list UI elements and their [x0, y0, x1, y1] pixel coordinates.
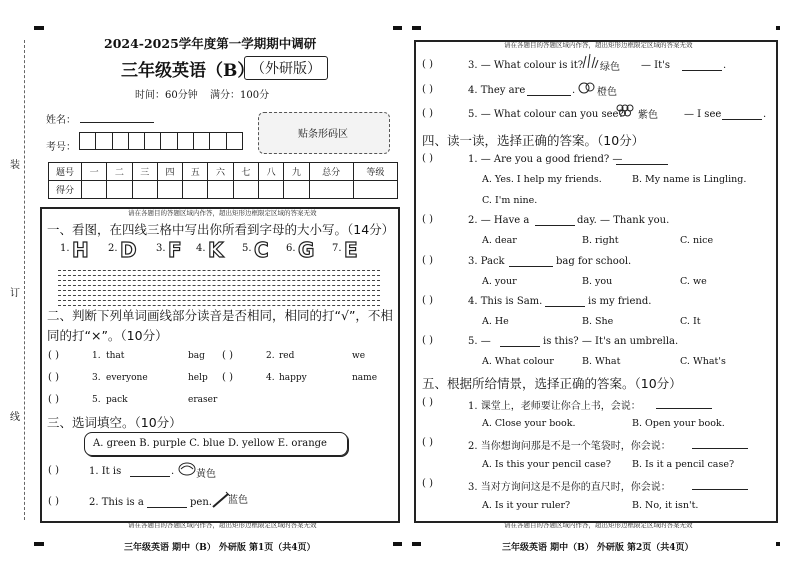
side-label-xian: 线 — [10, 412, 20, 423]
exam-title-top: 2024-2025学年度第一学期期中调研 — [104, 36, 317, 51]
question-text: 4. This is Sam. — [468, 296, 543, 307]
answer-blank[interactable] — [527, 85, 571, 96]
four-line-grid[interactable] — [58, 290, 380, 306]
answer-blank[interactable] — [545, 296, 585, 307]
letter-picture: F — [168, 238, 182, 262]
section-5-title: 五、根据所给情景，选择正确的答案。（10分） — [422, 376, 682, 391]
page-footer: 三年级英语 期中（B） 外研版 第1页（共4页） — [124, 543, 316, 553]
letter-picture: E — [344, 238, 358, 262]
answer-paren[interactable]: ( ) — [48, 372, 59, 383]
question-tail: pen. — [190, 497, 212, 508]
side-label-ding: 订 — [10, 288, 20, 299]
question-text: 2. This is a — [89, 497, 144, 508]
time-label: 时间：60分钟 — [135, 90, 198, 101]
letter-item-num: 6. — [286, 243, 296, 254]
section-2-title-cont: 同的打“×”。（10分） — [47, 328, 168, 343]
section-4-title: 四、读一读，选择正确的答案。（10分） — [422, 133, 645, 148]
option-b[interactable]: B. She — [582, 316, 614, 327]
section-1-title: 一、看图，在四线三格中写出你所看到字母的大小写。（14分） — [47, 222, 395, 237]
option-b[interactable]: B. you — [582, 276, 613, 287]
color-hint: 橙色 — [597, 87, 617, 98]
notice-bottom: 请在各题目的答题区域内作答，超出矩形边框限定区域的答案无效 — [128, 521, 317, 529]
score-table-header: 等级 — [353, 163, 397, 181]
corner-mark — [776, 26, 780, 30]
word-underlined: everyone — [106, 373, 148, 383]
question-end: . — [572, 85, 576, 96]
option-b[interactable]: B. Open your book. — [632, 418, 725, 429]
score-table-header: 二 — [107, 163, 132, 181]
letter-item-num: 2. — [108, 243, 118, 254]
score-cell[interactable] — [183, 181, 208, 199]
answer-blank[interactable] — [656, 398, 712, 409]
word-underlined: red — [279, 351, 295, 361]
option-b[interactable]: B. Is it a pencil case? — [632, 459, 735, 470]
letter-item-num: 7. — [332, 243, 342, 254]
option-c[interactable]: C. nice — [680, 235, 714, 246]
color-hint: 蓝色 — [228, 495, 248, 506]
q-num: 3. — [92, 373, 101, 383]
page-2 — [400, 0, 794, 561]
word-underlined: name — [352, 373, 378, 383]
score-cell[interactable] — [284, 181, 309, 199]
option-b[interactable]: B. right — [582, 235, 619, 246]
color-hint: 绿色 — [600, 62, 620, 73]
question-text: 4. They are — [468, 85, 526, 96]
letter-picture: C — [254, 238, 269, 262]
score-table-header: 八 — [258, 163, 283, 181]
answer-paren[interactable]: ( ) — [48, 465, 59, 476]
question-text-cont: bag for school. — [556, 256, 632, 267]
score-cell[interactable] — [82, 181, 107, 199]
word-underlined: that — [106, 351, 125, 361]
answer-paren[interactable]: ( ) — [422, 397, 433, 408]
question-text-cont: day. — Thank you. — [577, 215, 670, 226]
score-table-header: 九 — [284, 163, 309, 181]
score-label: 满分：100分 — [210, 90, 270, 101]
q-num: 1. — [92, 351, 101, 361]
question-text: 1. It is — [89, 466, 122, 477]
exam-no-label: 考号： — [46, 142, 76, 153]
score-cell[interactable] — [258, 181, 283, 199]
option-a[interactable]: A. He — [482, 316, 509, 327]
letter-picture: H — [72, 238, 89, 262]
question-text-cont: is this? — It's an umbrella. — [543, 336, 679, 347]
corner-mark — [776, 542, 780, 546]
question-text: 5. — What colour can you see? — [468, 109, 624, 120]
score-table-row-label: 得分 — [49, 181, 82, 199]
option-a[interactable]: A. Yes. I help my friends. — [482, 174, 602, 185]
score-table-header: 题号 — [49, 163, 82, 181]
notice-top: 请在各题目的答题区域内作答，超出矩形边框限定区域的答案无效 — [504, 41, 693, 49]
question-tail: . — [171, 466, 175, 477]
question-tail: — I see — [684, 109, 722, 120]
option-a[interactable]: A. Is this your pencil case? — [482, 459, 611, 470]
question-text: 2. — Have a — [468, 215, 530, 226]
answer-paren[interactable]: ( ) — [222, 350, 233, 361]
option-c[interactable]: C. I'm nine. — [482, 195, 538, 206]
score-table-header: 七 — [233, 163, 258, 181]
corner-mark — [412, 542, 421, 546]
answer-paren[interactable]: ( ) — [422, 214, 433, 225]
option-a[interactable]: A. What colour — [482, 356, 554, 367]
score-table-header: 总分 — [309, 163, 353, 181]
answer-paren[interactable]: ( ) — [48, 394, 59, 405]
page-footer: 三年级英语 期中（B） 外研版 第2页（共4页） — [502, 543, 694, 553]
corner-mark — [412, 26, 421, 30]
word-underlined: bag — [188, 351, 205, 361]
word-underlined: happy — [279, 373, 307, 383]
grapes-icon — [614, 101, 636, 119]
answer-paren[interactable]: ( ) — [422, 108, 433, 119]
barcode-label: 贴条形码区 — [298, 129, 348, 140]
word-underlined: we — [352, 351, 366, 361]
question-tail: — It's — [641, 60, 671, 71]
notice-top: 请在各题目的答题区域内作答，超出矩形边框限定区域的答案无效 — [128, 209, 317, 217]
name-label: 姓名： — [46, 115, 76, 126]
option-b[interactable]: B. What — [582, 356, 621, 367]
q-num: 4. — [266, 373, 275, 383]
question-text: 1. — Are you a good friend? — — [468, 154, 623, 165]
option-b[interactable]: B. No, it isn't. — [632, 500, 699, 511]
answer-blank[interactable] — [616, 154, 668, 165]
question-text: 3. Pack — [468, 256, 505, 267]
score-table-header: 六 — [208, 163, 233, 181]
answer-blank[interactable] — [147, 497, 187, 508]
letter-picture: D — [120, 238, 137, 262]
corner-mark — [34, 26, 44, 30]
answer-blank[interactable] — [692, 479, 748, 490]
score-cell[interactable] — [233, 181, 258, 199]
word-underlined: help — [188, 373, 208, 383]
answer-blank[interactable] — [509, 256, 553, 267]
answer-paren[interactable]: ( ) — [48, 350, 59, 361]
answer-blank[interactable] — [682, 60, 722, 71]
answer-paren[interactable]: ( ) — [422, 84, 433, 95]
q-num: 2. — [266, 351, 275, 361]
score-table-header: 一 — [82, 163, 107, 181]
binding-line — [24, 40, 25, 520]
question-text: 5. — — [468, 336, 491, 347]
question-end: . — [723, 60, 727, 71]
answer-paren[interactable]: ( ) — [422, 59, 433, 70]
score-cell[interactable] — [353, 181, 397, 199]
score-cell[interactable] — [132, 181, 157, 199]
score-table-header: 三 — [132, 163, 157, 181]
letter-item-num: 5. — [242, 243, 252, 254]
option-a[interactable]: A. Close your book. — [482, 418, 576, 429]
corner-mark — [34, 542, 44, 546]
letter-item-num: 4. — [196, 243, 206, 254]
score-table-header: 四 — [157, 163, 182, 181]
question-text: 1. 课堂上，老师要让你合上书，会说： — [468, 401, 641, 412]
score-table-header: 五 — [183, 163, 208, 181]
answer-blank[interactable] — [722, 109, 762, 120]
answer-blank[interactable] — [130, 466, 170, 477]
word-underlined: eraser — [188, 395, 218, 405]
answer-paren[interactable]: ( ) — [222, 372, 233, 383]
four-line-grid[interactable] — [58, 270, 380, 286]
grass-icon — [580, 52, 600, 70]
answer-paren[interactable]: ( ) — [422, 478, 433, 489]
section-3-title: 三、选词填空。（10分） — [47, 415, 182, 430]
section-2-title: 二、判断下列单词画线部分读音是否相同，相同的打“√”，不相 — [47, 308, 393, 323]
score-table — [48, 162, 398, 199]
notice-bottom: 请在各题目的答题区域内作答，超出矩形边框限定区域的答案无效 — [504, 521, 693, 529]
question-end: . — [763, 109, 767, 120]
answer-paren[interactable]: ( ) — [422, 295, 433, 306]
exam-title-main: 三年级英语（B） — [121, 61, 255, 81]
option-c[interactable]: C. we — [680, 276, 707, 287]
letter-picture: K — [208, 238, 224, 262]
yellow-pencil-icon — [177, 460, 197, 478]
question-text-cont: is my friend. — [588, 296, 652, 307]
option-c[interactable]: C. It — [680, 316, 701, 327]
option-a[interactable]: A. your — [482, 276, 517, 287]
letter-item-num: 3. — [156, 243, 166, 254]
answer-paren[interactable]: ( ) — [422, 255, 433, 266]
option-b[interactable]: B. My name is Lingling. — [632, 174, 747, 185]
answer-paren[interactable]: ( ) — [422, 437, 433, 448]
question-text: 3. — What colour is it? — [468, 60, 584, 71]
color-hint: 黄色 — [196, 469, 216, 480]
answer-blank[interactable] — [692, 438, 748, 449]
color-hint: 紫色 — [638, 110, 658, 121]
answer-paren[interactable]: ( ) — [422, 335, 433, 346]
question-text: 3. 当对方询问这是不是你的直尺时，你会说： — [468, 482, 671, 493]
letter-item-num: 1. — [60, 243, 70, 254]
option-a[interactable]: A. dear — [482, 235, 517, 246]
option-c[interactable]: C. What's — [680, 356, 726, 367]
score-cell[interactable] — [309, 181, 353, 199]
q-num: 5. — [92, 395, 101, 405]
name-field[interactable] — [80, 122, 154, 123]
score-cell[interactable] — [107, 181, 132, 199]
score-cell[interactable] — [208, 181, 233, 199]
question-text: 2. 当你想询问那是不是一个笔袋时，你会说： — [468, 441, 671, 452]
letter-picture: G — [298, 238, 315, 262]
answer-paren[interactable]: ( ) — [48, 496, 59, 507]
option-a[interactable]: A. Is it your ruler? — [482, 500, 571, 511]
exam-no-boxes[interactable] — [79, 132, 243, 150]
edition-box: （外研版） — [244, 56, 328, 80]
answer-paren[interactable]: ( ) — [422, 153, 433, 164]
word-bank-options: A. green B. purple C. blue D. yellow E. orange — [93, 438, 327, 449]
orange-fruit-icon — [576, 78, 596, 96]
score-cell[interactable] — [157, 181, 182, 199]
answer-blank[interactable] — [535, 215, 575, 226]
side-label-zhuang: 装 — [10, 160, 20, 171]
word-underlined: pack — [106, 395, 128, 405]
answer-blank[interactable] — [500, 336, 540, 347]
